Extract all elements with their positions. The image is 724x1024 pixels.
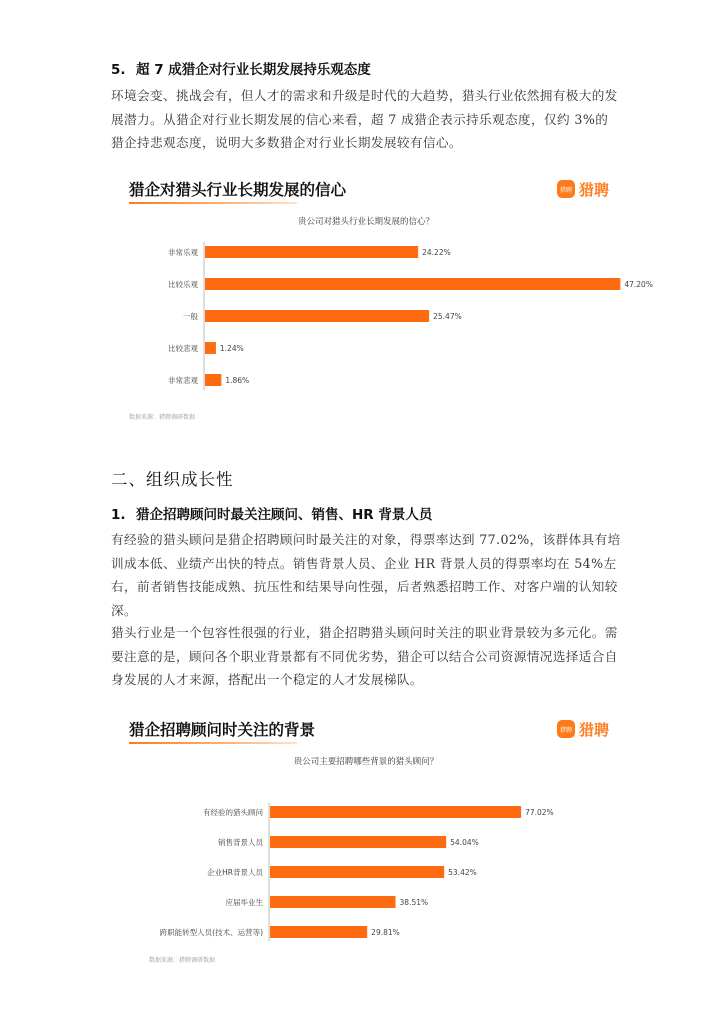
chart-2-category-label: 跨职能转型人员(技术、运营等) <box>159 928 263 937</box>
section-title: 二、组织成长性 <box>111 470 234 489</box>
chart-2-category-label: 有经验的猎头顾问 <box>203 808 263 817</box>
chart-1-subtitle: 贵公司对猎头行业长期发展的信心？ <box>297 217 434 227</box>
paragraph-1: 环境会变、挑战会有，但人才的需求和升级是时代的大趋势，猎头行业依然拥有极大的发展潜力。从猎企对行业长期发展的信心来看，超 7 成猎企表示持乐观态度，仅约 3%的猎企持悲观态度，说明大多数猎企对行业长期发展较有信心。 <box>111 88 618 150</box>
chart-2-svg <box>111 776 621 946</box>
chart-1-source: 数据来源：猎聘调研数据 <box>129 414 196 421</box>
chart-1-title: 猎企对猎头行业长期发展的信心 <box>129 181 347 199</box>
chart-2-category-label: 应届毕业生 <box>225 898 263 907</box>
chart-2-bar <box>270 836 446 848</box>
heading-5-number: 5. <box>111 62 126 78</box>
chart-2-bar <box>270 896 396 908</box>
paragraph-3: 猎头行业是一个包容性很强的行业，猎企招聘猎头顾问时关注的职业背景较为多元化。需要注意的是，顾问各个职业背景都有不同优劣势，猎企可以结合公司资源情况选择适合自身发展的人才来源，搭配出一个稳定的人才发展梯队。 <box>111 625 618 687</box>
chart-1-bar <box>205 278 620 290</box>
liepin-logo-icon: 猎聘 <box>557 720 575 738</box>
liepin-logo-icon: 猎聘 <box>557 180 575 198</box>
chart-1-value-label: 47.20% <box>624 280 653 289</box>
chart-1-bar <box>205 246 418 258</box>
chart-2-bar <box>270 926 367 938</box>
heading-1-number: 1. <box>111 507 126 523</box>
chart-2-value-label: 29.81% <box>371 928 400 937</box>
heading-1-text: 猎企招聘顾问时最关注顾问、销售、HR 背景人员 <box>136 507 433 523</box>
chart-1-value-label: 24.22% <box>422 248 451 257</box>
chart-2-bar <box>270 866 444 878</box>
chart-1-title-underline <box>129 202 297 204</box>
liepin-logo <box>557 178 609 200</box>
chart-1-value-label: 25.47% <box>433 312 462 321</box>
chart-1-category-label: 一般 <box>183 312 198 321</box>
chart-2-source: 数据来源：猎聘调研数据 <box>149 957 216 964</box>
chart-2-value-label: 77.02% <box>525 808 554 817</box>
chart-1-value-label: 1.24% <box>219 344 244 353</box>
heading-5 <box>111 58 371 78</box>
chart-2-category-label: 销售背景人员 <box>218 838 263 847</box>
chart-1-category-label: 非常悲观 <box>168 376 198 385</box>
liepin-logo-text: 猎聘 <box>578 180 609 199</box>
chart-1-value-label: 1.86% <box>225 376 250 385</box>
chart-2-title-underline <box>129 742 297 744</box>
chart-1-category-label: 比较乐观 <box>168 280 198 289</box>
heading-1 <box>111 503 432 523</box>
chart-card-1 <box>111 178 653 428</box>
chart-1-bar <box>205 342 216 354</box>
paragraph-2: 有经验的猎头顾问是猎企招聘顾问时最关注的对象，得票率达到 77.02%，该群体具有培训成本低、业绩产出快的特点。销售背景人员、企业 HR 背景人员的得票率均在 54%左右，前者销售技能成熟、抗压性和结果导向性强，后者熟悉招聘工作、对客户端的认知较深。 <box>111 532 621 618</box>
chart-2-title: 猎企招聘顾问时关注的背景 <box>129 721 316 739</box>
chart-2-value-label: 38.51% <box>399 898 429 907</box>
heading-5-text: 超 7 成猎企对行业长期发展持乐观态度 <box>136 62 371 78</box>
chart-1-category-label: 非常乐观 <box>168 248 198 257</box>
chart-2-value-label: 54.04% <box>450 838 479 847</box>
chart-2-category-label: 企业HR背景人员 <box>207 868 263 877</box>
chart-1-bar <box>205 310 429 322</box>
chart-2-value-label: 53.42% <box>448 868 477 877</box>
liepin-logo <box>557 718 609 740</box>
chart-card-2 <box>111 718 621 968</box>
liepin-logo-text: 猎聘 <box>578 720 609 739</box>
chart-1-category-label: 比较悲观 <box>168 344 198 353</box>
chart-2-subtitle: 贵公司主要招聘哪些背景的猎头顾问？ <box>293 757 439 767</box>
chart-2-bar <box>270 806 521 818</box>
chart-1-svg <box>111 238 653 398</box>
chart-1-bar <box>205 374 221 386</box>
